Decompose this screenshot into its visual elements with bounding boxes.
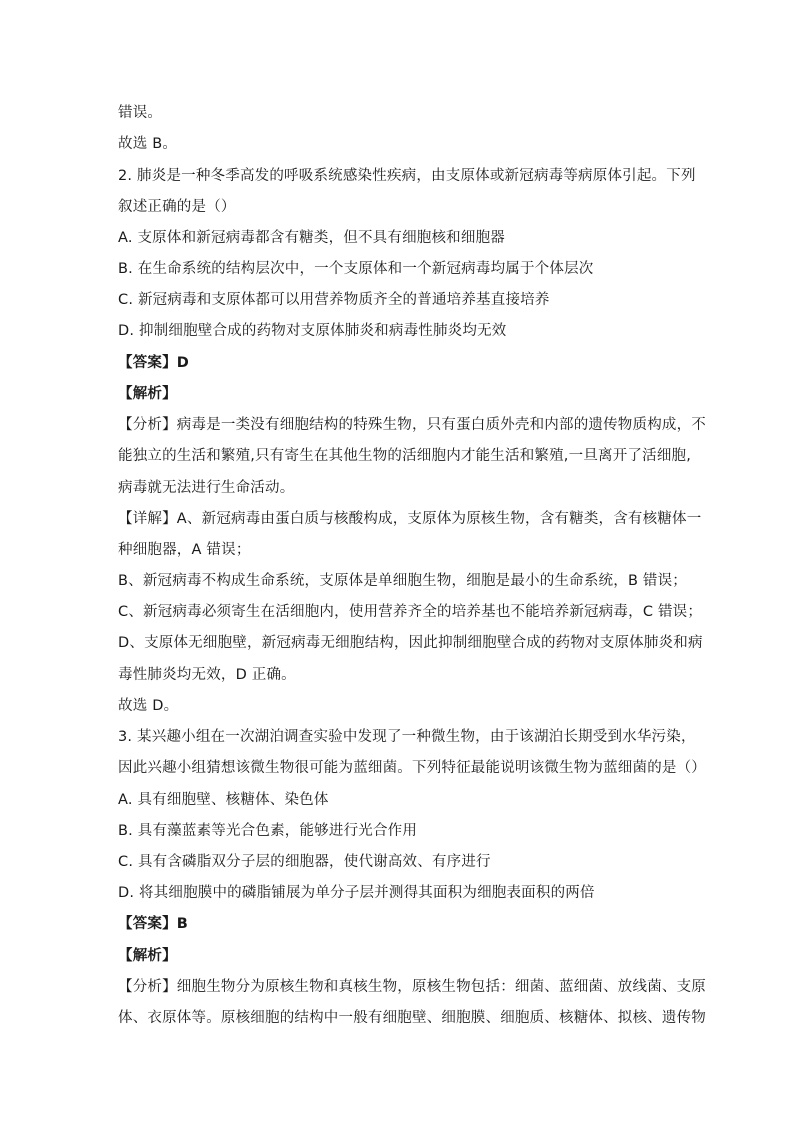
detail-text: B、新冠病毒不构成生命系统，支原体是单细胞生物，细胞是最小的生命系统，B 错误；	[118, 573, 688, 589]
answer-label: 【答案】B	[118, 916, 189, 932]
text-line: 故选 D。	[118, 698, 179, 714]
question-3-stem: 3. 某兴趣小组在一次湖泊调查实验中发现了一种微生物，由于该湖泊长期受到水华污染，	[118, 729, 696, 745]
analysis-text: 能独立的生活和繁殖,只有寄生在其他生物的活细胞内才能生活和繁殖,一旦离开了活细胞,	[118, 448, 692, 464]
detail-text: D、支原体无细胞壁，新冠病毒无细胞结构，因此抑制细胞壁合成的药物对支原体肺炎和病	[118, 635, 703, 651]
question-2-stem-cont: 叙述正确的是（）	[118, 199, 236, 215]
analysis-text: 【分析】病毒是一类没有细胞结构的特殊生物，只有蛋白质外壳和内部的遗传物质构成，不	[118, 417, 706, 433]
question-2-option-a: A. 支原体和新冠病毒都含有糖类，但不具有细胞核和细胞器	[118, 230, 505, 246]
detail-text: 【详解】A、新冠病毒由蛋白质与核酸构成，支原体为原核生物，含有糖类，含有核糖体一	[118, 511, 702, 527]
question-2-option-b: B. 在生命系统的结构层次中，一个支原体和一个新冠病毒均属于个体层次	[118, 261, 594, 277]
analysis-label: 【解析】	[118, 386, 177, 402]
detail-text: 种细胞器，A 错误；	[118, 542, 251, 558]
text-line: 故选 B。	[118, 136, 178, 152]
analysis-text: 【分析】细胞生物分为原核生物和真核生物，原核生物包括：细菌、蓝细菌、放线菌、支原	[118, 979, 706, 995]
question-3-option-d: D. 将其细胞膜中的磷脂铺展为单分子层并测得其面积为细胞表面积的两倍	[118, 885, 595, 901]
analysis-label: 【解析】	[118, 948, 177, 964]
question-3-stem-cont: 因此兴趣小组猜想该微生物很可能为蓝细菌。下列特征最能说明该微生物为蓝细菌的是（）	[118, 760, 706, 776]
question-3-option-a: A. 具有细胞壁、核糖体、染色体	[118, 792, 329, 808]
detail-text: 毒性肺炎均无效，D 正确。	[118, 667, 296, 683]
analysis-text: 体、衣原体等。原核细胞的结构中一般有细胞壁、细胞膜、细胞质、核糖体、拟核、遗传物	[118, 1010, 706, 1026]
question-2-option-c: C. 新冠病毒和支原体都可以用营养物质齐全的普通培养基直接培养	[118, 292, 550, 308]
question-2-stem: 2. 肺炎是一种冬季高发的呼吸系统感染性疾病，由支原体或新冠病毒等病原体引起。下列	[118, 168, 696, 184]
question-2-option-d: D. 抑制细胞壁合成的药物对支原体肺炎和病毒性肺炎均无效	[118, 323, 507, 339]
question-3-option-b: B. 具有藻蓝素等光合色素，能够进行光合作用	[118, 823, 418, 839]
analysis-text: 病毒就无法进行生命活动。	[118, 480, 295, 496]
answer-label: 【答案】D	[118, 355, 190, 371]
question-3-option-c: C. 具有含磷脂双分子层的细胞器，使代谢高效、有序进行	[118, 854, 491, 870]
detail-text: C、新冠病毒必须寄生在活细胞内，使用营养齐全的培养基也不能培养新冠病毒，C 错误；	[118, 604, 703, 620]
text-line: 错误。	[118, 105, 163, 121]
